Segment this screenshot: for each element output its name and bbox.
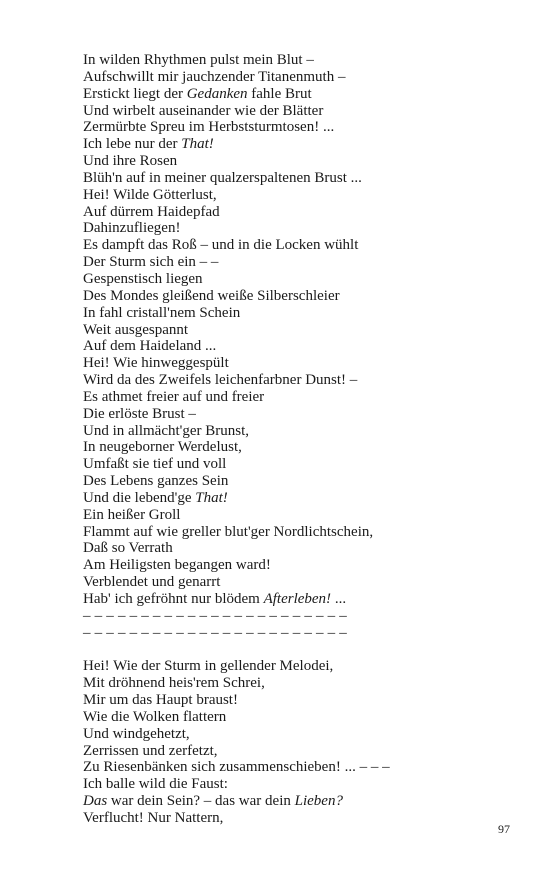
- text-segment: Und in allmächt'ger Brunst,: [83, 422, 250, 439]
- text-segment: Des Lebens ganzes Sein: [83, 473, 229, 490]
- italic-segment: Afterleben!: [263, 591, 332, 607]
- poem-line: [83, 759, 483, 776]
- poem-line: [83, 305, 483, 322]
- text-segment: Zu Riesenbänken sich zusammenschieben! ... – – –: [83, 759, 390, 776]
- poem-line: [83, 574, 483, 591]
- text-segment: Zerrissen und zerfetzt,: [83, 742, 218, 759]
- poem-line: [83, 52, 483, 69]
- poem-line: [83, 136, 483, 153]
- poem-line: [83, 288, 483, 305]
- text-segment: Zermürbte Spreu im Herbststurmtosen! ...: [83, 119, 335, 136]
- poem-line: [83, 810, 483, 827]
- text-segment: Gespenstisch liegen: [83, 270, 203, 287]
- stanza-break: [83, 642, 483, 659]
- text-segment: In wilden Rhythmen pulst mein Blut –: [83, 52, 314, 68]
- text-segment: Und windgehetzt,: [83, 725, 190, 742]
- poem-line: [83, 709, 483, 726]
- text-segment: Weit ausgespannt: [83, 321, 189, 338]
- poem-line: [83, 170, 483, 187]
- text-segment: Hei! Wie der Sturm in gellender Melodei,: [83, 658, 334, 675]
- text-segment: Wie die Wolken flattern: [83, 708, 227, 725]
- italic-segment: That!: [181, 136, 214, 153]
- poem-line: [83, 220, 483, 237]
- text-segment: Dahinzufliegen!: [83, 220, 181, 237]
- italic-segment: Gedanken: [186, 85, 248, 102]
- poem-line: [83, 103, 483, 120]
- poem-line: [83, 69, 483, 86]
- text-segment: Hei! Wie hinweggespült: [83, 355, 229, 372]
- poem-line: [83, 793, 483, 810]
- text-segment: Ein heißer Groll: [83, 506, 181, 523]
- text-segment: – – – – – – – – – – – – – – – – – – – – – – –: [83, 624, 347, 641]
- poem-line: [83, 591, 483, 608]
- poem-line: [83, 389, 483, 406]
- italic-segment: That!: [195, 489, 228, 506]
- poem-line: [83, 322, 483, 339]
- text-segment: Auf dem Haideland ...: [83, 338, 217, 355]
- text-segment: Blüh'n auf in meiner qualzerspaltenen Brust ...: [83, 169, 362, 186]
- text-segment: Mit dröhnend heis'rem Schrei,: [83, 675, 265, 692]
- poem-line: [83, 338, 483, 355]
- poem-line: [83, 692, 483, 709]
- text-segment: Verblendet und genarrt: [83, 574, 221, 591]
- text-segment: Es athmet freier auf und freier: [83, 388, 265, 405]
- poem-line: [83, 540, 483, 557]
- text-segment: Aufschwillt mir jauchzender Titanenmuth –: [83, 68, 346, 85]
- text-segment: war dein Sein? – das war dein: [107, 793, 295, 810]
- text-segment: In neugeborner Werdelust,: [83, 439, 242, 456]
- text-segment: Verflucht! Nur Nattern,: [83, 809, 224, 826]
- text-segment: Am Heiligsten begangen ward!: [83, 557, 271, 574]
- poem-line: [83, 507, 483, 524]
- text-segment: ...: [331, 591, 347, 607]
- poem-line: [83, 406, 483, 423]
- poem-line: [83, 557, 483, 574]
- poem-line: [83, 254, 483, 271]
- text-segment: Ich balle wild die Faust:: [83, 776, 228, 793]
- text-segment: Die erlöste Brust –: [83, 405, 196, 422]
- poem-line: [83, 153, 483, 170]
- text-segment: Auf dürrem Haidepfad: [83, 203, 220, 220]
- poem-text: [83, 52, 483, 827]
- text-segment: Hab' ich gefröhnt nur blödem: [83, 591, 264, 607]
- poem-line: [83, 439, 483, 456]
- text-segment: In fahl cristall'nem Schein: [83, 304, 241, 321]
- text-segment: Es dampft das Roß – und in die Locken wühlt: [83, 237, 359, 254]
- poem-line: [83, 743, 483, 760]
- poem-line: [83, 372, 483, 389]
- poem-line: [83, 776, 483, 793]
- poem-line: [83, 271, 483, 288]
- text-segment: – – – – – – – – – – – – – – – – – – – – – – –: [83, 607, 347, 624]
- page-number: 97: [498, 822, 510, 836]
- poem-line: [83, 355, 483, 372]
- text-segment: Umfaßt sie tief und voll: [83, 456, 227, 473]
- poem-line: [83, 675, 483, 692]
- poem-line: [83, 187, 483, 204]
- text-segment: Mir um das Haupt braust!: [83, 692, 238, 709]
- text-segment: Ich lebe nur der: [83, 136, 182, 153]
- text-segment: Der Sturm sich ein – –: [83, 254, 219, 271]
- poem-line: [83, 726, 483, 743]
- text-segment: Hei! Wilde Götterlust,: [83, 186, 217, 203]
- poem-line: [83, 658, 483, 675]
- poem-line: [83, 119, 483, 136]
- poem-line: [83, 237, 483, 254]
- poem-line: [83, 86, 483, 103]
- dash-line: [83, 625, 483, 642]
- text-segment: Erstickt liegt der: [83, 85, 187, 102]
- dash-line: [83, 608, 483, 625]
- poem-line: [83, 423, 483, 440]
- poem-line: [83, 524, 483, 541]
- text-segment: Und wirbelt auseinander wie der Blätter: [83, 102, 324, 119]
- text-segment: Daß so Verrath: [83, 540, 173, 557]
- italic-segment: Das: [83, 793, 108, 810]
- text-segment: Flammt auf wie greller blut'ger Nordlichtschein,: [83, 523, 374, 540]
- poem-line: [83, 204, 483, 221]
- poem-line: [83, 490, 483, 507]
- text-segment: Und die lebend'ge: [83, 489, 196, 506]
- text-segment: Wird da des Zweifels leichenfarbner Dunst! –: [83, 372, 358, 389]
- poem-line: [83, 473, 483, 490]
- poem-line: [83, 456, 483, 473]
- italic-segment: Lieben?: [294, 793, 343, 810]
- text-segment: Des Mondes gleißend weiße Silberschleier: [83, 287, 340, 304]
- text-segment: Und ihre Rosen: [83, 153, 178, 170]
- text-segment: fahle Brut: [247, 85, 312, 102]
